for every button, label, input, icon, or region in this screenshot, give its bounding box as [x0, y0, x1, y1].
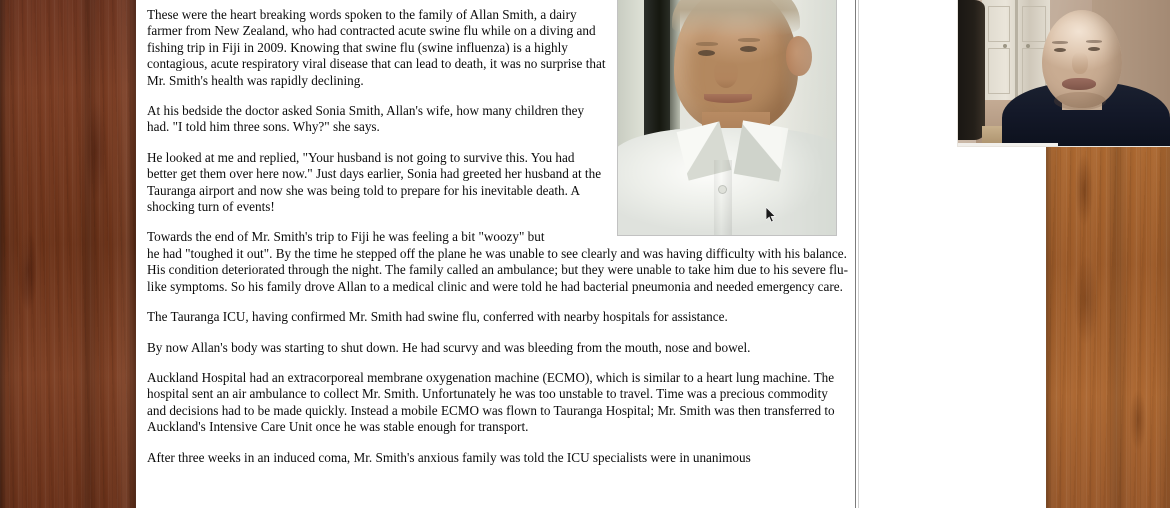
- paragraph-4: [147, 229, 849, 295]
- webcam-closet-panel: [988, 48, 1010, 94]
- webcam-person-nose: [1072, 52, 1088, 74]
- paragraph-3: He looked at me and replied, "Your husband is not going to survive this. You had better get them over here now." Just days earlier, Sonia had greeted her husband at the Tauranga airport and now she was being told to prepare for his inevitable death. A shocking turn of events!: [147, 149, 602, 215]
- page-right-border-shadow: [858, 0, 859, 508]
- portrait-edge-shadow: [780, 0, 836, 235]
- portrait-mouth: [704, 94, 752, 103]
- portrait-eyebrow-left: [696, 42, 718, 46]
- portrait-eye-right: [740, 46, 757, 52]
- webcam-closet-panel: [1022, 6, 1046, 42]
- webcam-person-eye-right: [1088, 47, 1100, 51]
- paragraph-4-rest: he had "toughed it out". By the time he stepped off the plane he was unable to see clearly and was having difficulty with his balance. His condition deteriorated through the night. The family called an ambulance; but they were unable to take him due to his severe flu-like symptoms. So his family drove Allan to a medical clinic and were told he had bacterial pneumonia and needed emergency care.: [147, 245, 849, 294]
- webcam-closet-knob: [1026, 44, 1030, 48]
- webcam-dark-door: [958, 0, 985, 140]
- webcam-person-mouth: [1062, 78, 1096, 90]
- webcam-closet-knob: [1003, 44, 1007, 48]
- paragraph-1: These were the heart breaking words spoken to the family of Allan Smith, a dairy farmer from New Zealand, who had contracted acute swine flu while on a diving and fishing trip in Fiji in 2009. Knowing that swine flu (swine influenza) is a highly contagious, acute respiratory viral disease that can lead to death, it was no surprise that Mr. Smith's health was rapidly declining.: [147, 7, 606, 88]
- webcam-person-eyebrow-left: [1052, 41, 1068, 44]
- portrait-eyebrow-right: [738, 38, 760, 42]
- mouse-pointer-icon: [766, 207, 777, 223]
- webcam-person-eye-left: [1054, 48, 1066, 52]
- portrait-nose: [714, 58, 738, 88]
- portrait-door-dark: [644, 0, 670, 150]
- portrait-shirt-placket: [714, 160, 732, 235]
- webcam-bottom-strip: [958, 143, 1058, 147]
- webcam-closet-panel: [988, 6, 1010, 42]
- wood-panel-left-background: [0, 0, 136, 508]
- webcam-person-eyebrow-right: [1086, 40, 1102, 43]
- paragraph-5: The Tauranga ICU, having confirmed Mr. Smith had swine flu, conferred with nearby hospitals for assistance.: [147, 309, 728, 325]
- paragraph-4-line-1: Towards the end of Mr. Smith's trip to Fiji he was feeling a bit "woozy" but: [147, 229, 545, 245]
- paragraph-2: At his bedside the doctor asked Sonia Smith, Allan's wife, how many children they had. "I told him three sons. Why?" she says.: [147, 103, 585, 135]
- paragraph-6: By now Allan's body was starting to shut down. He had scurvy and was bleeding from the mouth, nose and bowel.: [147, 339, 751, 355]
- shared-document-page[interactable]: [136, 0, 1046, 508]
- paragraph-8: After three weeks in an induced coma, Mr. Smith's anxious family was told the ICU specialists were in unanimous: [147, 449, 751, 465]
- webcam-closet-split: [1015, 0, 1018, 100]
- paragraph-7: Auckland Hospital had an extracorporeal membrane oxygenation machine (ECMO), which is similar to a heart lung machine. The hospital sent an air ambulance to collect Mr. Smith. Unfortunately he was too unstable to travel. Time was a precious commodity and decisions had to be made quickly. Instead a mobile ECMO was flown to Tauranga Hospital; Mr. Smith was then transferred to Auckland's Intensive Care Unit once he was stable enough for transport.: [147, 369, 835, 435]
- page-right-border: [855, 0, 856, 508]
- webcam-person-chin-shadow: [1054, 92, 1106, 110]
- portrait-shirt-button: [719, 186, 726, 193]
- allan-smith-portrait-photo: [618, 0, 836, 235]
- portrait-eye-left: [698, 50, 715, 56]
- webcam-video-tile[interactable]: [957, 0, 1170, 147]
